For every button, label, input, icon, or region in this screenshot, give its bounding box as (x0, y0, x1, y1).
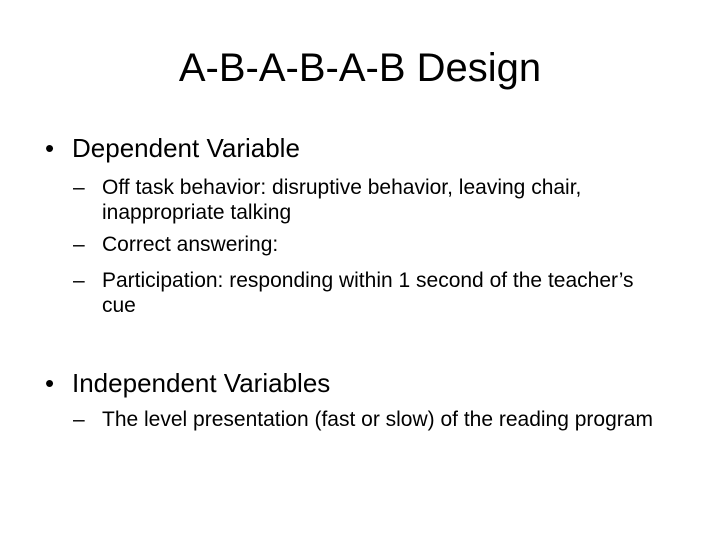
dash-mark: – (73, 233, 85, 256)
sub-bullet-off-task (73, 175, 673, 225)
bullet-mark: • (45, 368, 55, 398)
sub-bullet-text: Participation: responding within 1 second of the teacher’s cue (102, 269, 634, 317)
sub-bullet-text: Off task behavior: disruptive behavior, leaving chair, inappropriate talking (102, 176, 582, 224)
dash-mark: – (73, 408, 85, 431)
sub-bullet-text: Correct answering: (102, 233, 279, 256)
sub-bullet-level-presentation (73, 407, 673, 432)
bullet-mark: • (45, 133, 55, 163)
dash-mark: – (73, 176, 85, 199)
section-heading: Dependent Variable (72, 133, 300, 163)
sub-bullet-correct-answering (73, 232, 673, 257)
sub-bullet-participation (73, 268, 673, 318)
dash-mark: – (73, 269, 85, 292)
slide-title: A-B-A-B-A-B Design (178, 46, 542, 90)
section-heading: Independent Variables (72, 368, 331, 398)
sub-bullet-text: The level presentation (fast or slow) of the reading program (102, 408, 653, 431)
